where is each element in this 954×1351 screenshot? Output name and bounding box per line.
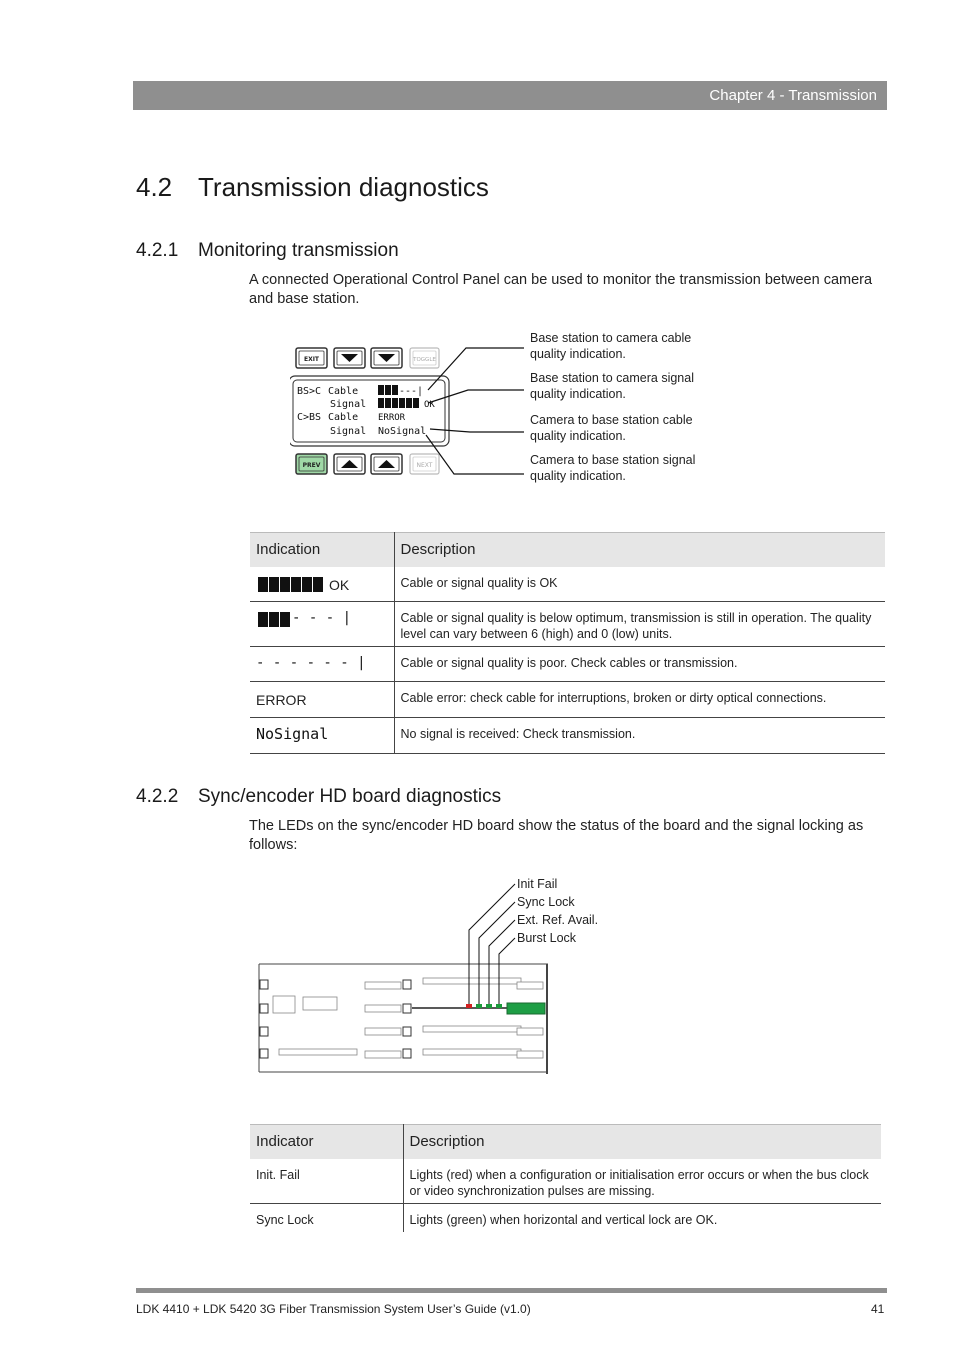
display-row3-name: Cable: [328, 412, 359, 423]
subsection-heading-monitoring: [136, 240, 399, 262]
display-row4-name: Signal: [330, 426, 367, 437]
subsection-number: 4.2.1: [136, 240, 179, 261]
callout-bs-to-camera-signal: Base station to camera signal quality indication.: [530, 371, 694, 401]
subsection-title: Sync/encoder HD board diagnostics: [198, 786, 502, 807]
display-row1-prefix: BS>C: [297, 386, 322, 397]
toggle-button: [410, 348, 439, 368]
board-green-connector: [507, 1003, 545, 1014]
down-arrow-button-1: [334, 348, 365, 368]
led-label-ext-ref: Ext. Ref. Avail.: [517, 913, 599, 927]
indication-cell: [250, 602, 394, 647]
display-row1-bars: [378, 385, 398, 395]
init-fail-led: [466, 1004, 472, 1008]
indication-ok: OK: [329, 576, 350, 593]
description-cell: Cable error: check cable for interruptions, broken or dirty optical connections.: [394, 682, 885, 718]
indicator-cell: Sync Lock: [250, 1203, 403, 1232]
exit-button: [296, 348, 327, 368]
quality-bars-partial: [256, 610, 292, 628]
description-cell: Cable or signal quality is OK: [394, 567, 885, 602]
section-title: Transmission diagnostics: [198, 172, 489, 202]
table-row: [250, 1159, 881, 1204]
table-header-row: [250, 533, 885, 567]
indication-partial: - - - |: [292, 610, 352, 626]
section-number: 4.2: [136, 172, 173, 202]
callout-bs-to-camera-cable: Base station to camera cable quality indication.: [530, 331, 692, 361]
subsection-number: 4.2.2: [136, 786, 179, 807]
indication-error: ERROR: [256, 692, 307, 708]
led-label-init-fail: Init Fail: [517, 877, 558, 891]
next-button: [410, 454, 439, 474]
up-arrow-button-2: [371, 454, 402, 474]
exit-label: EXIT: [303, 356, 320, 363]
description-cell: Cable or signal quality is poor. Check cables or transmission.: [394, 647, 885, 682]
table-row: [250, 1203, 881, 1232]
indication-table: [250, 532, 885, 754]
subsection-heading-sync-encoder: [136, 786, 501, 808]
column-header-indicator: Indicator: [250, 1125, 403, 1159]
ext-ref-led: [486, 1004, 492, 1008]
toggle-label: TOGGLE: [413, 357, 436, 363]
footer-page-number: 41: [871, 1302, 885, 1316]
footer-rule: [136, 1288, 887, 1293]
column-header-description: Description: [394, 533, 885, 567]
burst-lock-led: [496, 1004, 502, 1008]
footer-document-title: LDK 4410 + LDK 5420 3G Fiber Transmission System User’s Guide (v1.0): [136, 1302, 531, 1316]
indicator-table: [250, 1124, 881, 1232]
indication-cell: [250, 682, 394, 718]
indication-cell: [250, 647, 394, 682]
display-row1-value: ---|: [399, 386, 424, 397]
led-label-sync-lock: Sync Lock: [517, 895, 575, 909]
table-header-row: [250, 1125, 881, 1159]
indication-poor: - - - - - - |: [256, 655, 366, 671]
display-row2-name: Signal: [330, 399, 367, 410]
chapter-title: Chapter 4 - Transmission: [709, 87, 877, 104]
sync-lock-led: [476, 1004, 482, 1008]
section-heading: [136, 172, 489, 203]
display-row1-name: Cable: [328, 386, 359, 397]
indication-cell: [250, 567, 394, 602]
callout-camera-to-bs-cable: Camera to base station cable quality indication.: [530, 413, 693, 443]
table-row: [250, 647, 885, 682]
display-row3-prefix: C>BS: [297, 412, 322, 423]
next-label: NEXT: [416, 462, 433, 469]
down-arrow-button-2: [371, 348, 402, 368]
sync-encoder-intro: The LEDs on the sync/encoder HD board show the status of the board and the signal locking as follows:: [249, 818, 864, 853]
display-row3-value: ERROR: [378, 413, 406, 423]
prev-label: PREV: [302, 462, 321, 469]
table-row: [250, 602, 885, 647]
indication-cell: [250, 718, 394, 754]
monitoring-intro: A connected Operational Control Panel can be used to monitor the transmission between camera and base station.: [249, 272, 873, 307]
table-row: [250, 718, 885, 754]
description-cell: No signal is received: Check transmission.: [394, 718, 885, 754]
display-row2-value: OK: [424, 400, 435, 410]
description-cell: Lights (red) when a configuration or initialisation error occurs or when the bus clock or video synchronization pulses are missing.: [403, 1159, 881, 1204]
chapter-header-bar: [133, 81, 887, 110]
column-header-description: Description: [403, 1125, 881, 1159]
subsection-title: Monitoring transmission: [198, 240, 399, 261]
indication-nosignal: NoSignal: [256, 725, 329, 743]
description-cell: Cable or signal quality is below optimum, transmission is still in operation. The quality level can vary between 6 (high) and 0 (low) units.: [394, 602, 885, 647]
display-row4-value: NoSignal: [378, 426, 427, 437]
column-header-indication: Indication: [250, 533, 394, 567]
indicator-cell: Init. Fail: [250, 1159, 403, 1204]
prev-button: [296, 454, 327, 474]
callout-camera-to-bs-signal: Camera to base station signal quality indication.: [530, 453, 696, 483]
led-label-burst-lock: Burst Lock: [517, 931, 577, 945]
led-callout-lines: [469, 884, 515, 1004]
quality-bars-full: [256, 575, 326, 593]
table-row: [250, 682, 885, 718]
table-row: [250, 567, 885, 602]
description-cell: Lights (green) when horizontal and vertical lock are OK.: [409, 1212, 718, 1227]
up-arrow-button-1: [334, 454, 365, 474]
